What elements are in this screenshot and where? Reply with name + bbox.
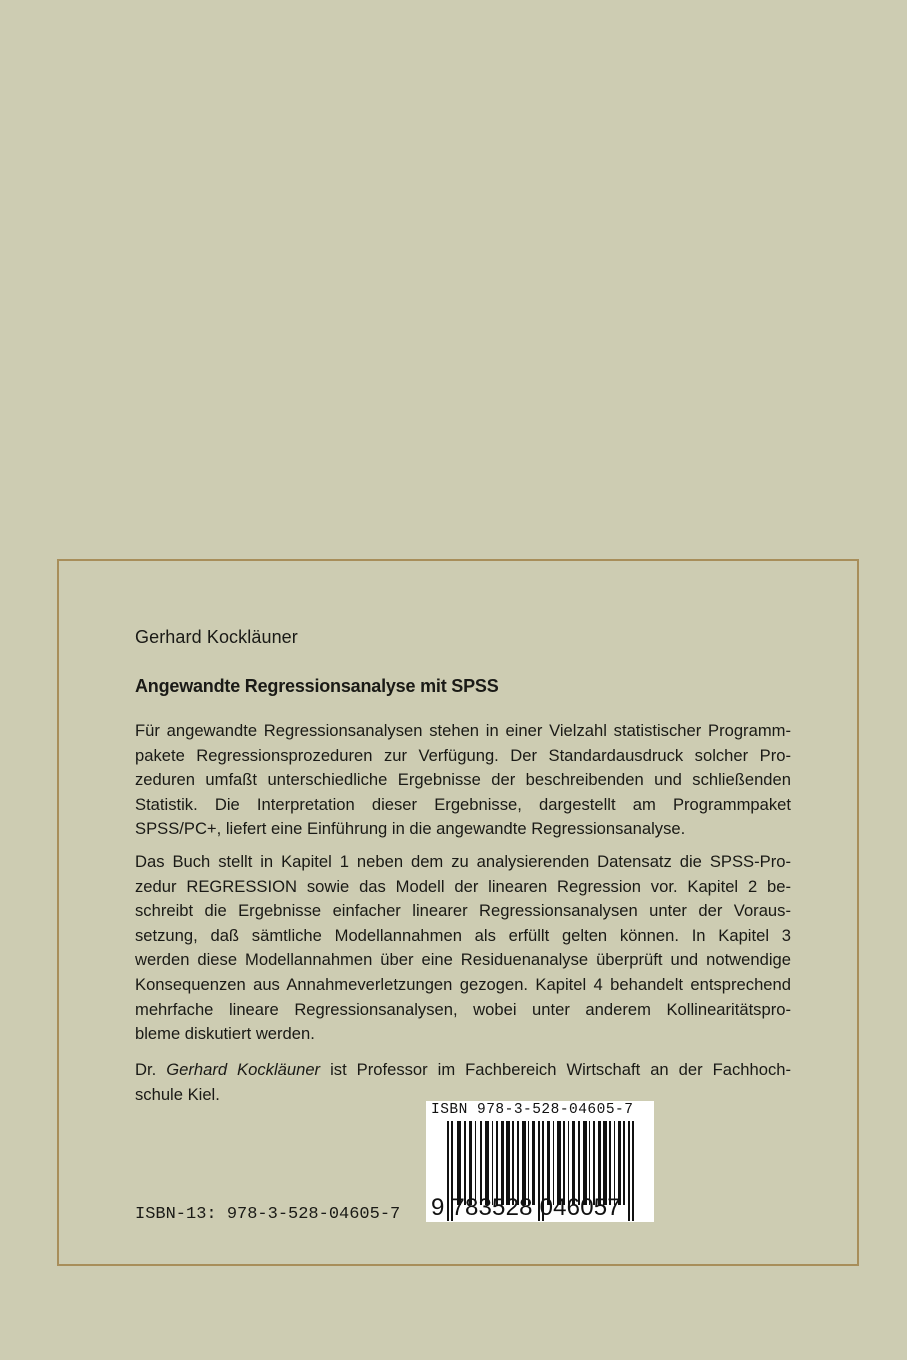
description-paragraph-2 xyxy=(135,850,791,1047)
text-line: Das Buch stellt in Kapitel 1 neben dem zu analysierenden Datensatz die SPSS-Pro- xyxy=(135,852,791,871)
text-line: schreibt die Ergebnisse einfacher linearer Regressionsanalysen unter der Voraus- xyxy=(135,901,791,921)
description-paragraph-1 xyxy=(135,719,791,842)
text-line: schule Kiel. xyxy=(135,1084,220,1104)
text-line: mehrfache lineare Regressionsanalysen, wobei unter anderem Kollinearitätspro- xyxy=(135,999,791,1019)
text-line: Statistik. Die Interpretation dieser Ergebnisse, dargestellt am Programmpaket xyxy=(135,794,791,814)
text-line: setzung, daß sämtliche Modellannahmen als erfüllt gelten können. In Kapitel 3 xyxy=(135,925,791,945)
text-line: bleme diskutiert werden. xyxy=(135,1024,315,1044)
isbn-13-label: ISBN-13: 978-3-528-04605-7 xyxy=(135,1205,401,1224)
bio-author-name: Gerhard Kockläuner xyxy=(166,1060,321,1079)
text-line: werden diese Modellannahmen über eine Residuenanalyse überprüft und notwendige xyxy=(135,950,791,970)
isbn-barcode xyxy=(426,1101,654,1222)
barcode-isbn-label: ISBN 978-3-528-04605-7 xyxy=(431,1102,634,1118)
book-title: Angewandte Regressionsanalyse mit SPSS xyxy=(135,676,499,696)
text-line: Konsequenzen aus Annahmeverletzungen gezogen. Kapitel 4 behandelt entsprechend xyxy=(135,974,791,994)
text-line: Für angewandte Regressionsanalysen stehen in einer Vielzahl statistischer Programm- xyxy=(135,721,791,740)
barcode-digits: 9 783528 046057 xyxy=(431,1194,621,1221)
text-line: SPSS/PC+, liefert eine Einführung in die angewandte Regressionsanalyse. xyxy=(135,819,686,839)
text-line xyxy=(135,1058,791,1083)
text-line: pakete Regressionsprozeduren zur Verfügung. Der Standardausdruck solcher Pro- xyxy=(135,745,791,765)
author-name: Gerhard Kockläuner xyxy=(135,627,298,647)
bio-prefix: Dr. xyxy=(135,1060,167,1079)
author-bio-paragraph xyxy=(135,1058,791,1107)
text-line: zeduren umfaßt unterschiedliche Ergebnisse der beschreibenden und schließenden xyxy=(135,770,791,790)
text-line: zedur REGRESSION sowie das Modell der linearen Regression vor. Kapitel 2 be- xyxy=(135,876,791,896)
bio-text: ist Professor im Fachbereich Wirtschaft an der Fachhoch- xyxy=(320,1060,791,1079)
